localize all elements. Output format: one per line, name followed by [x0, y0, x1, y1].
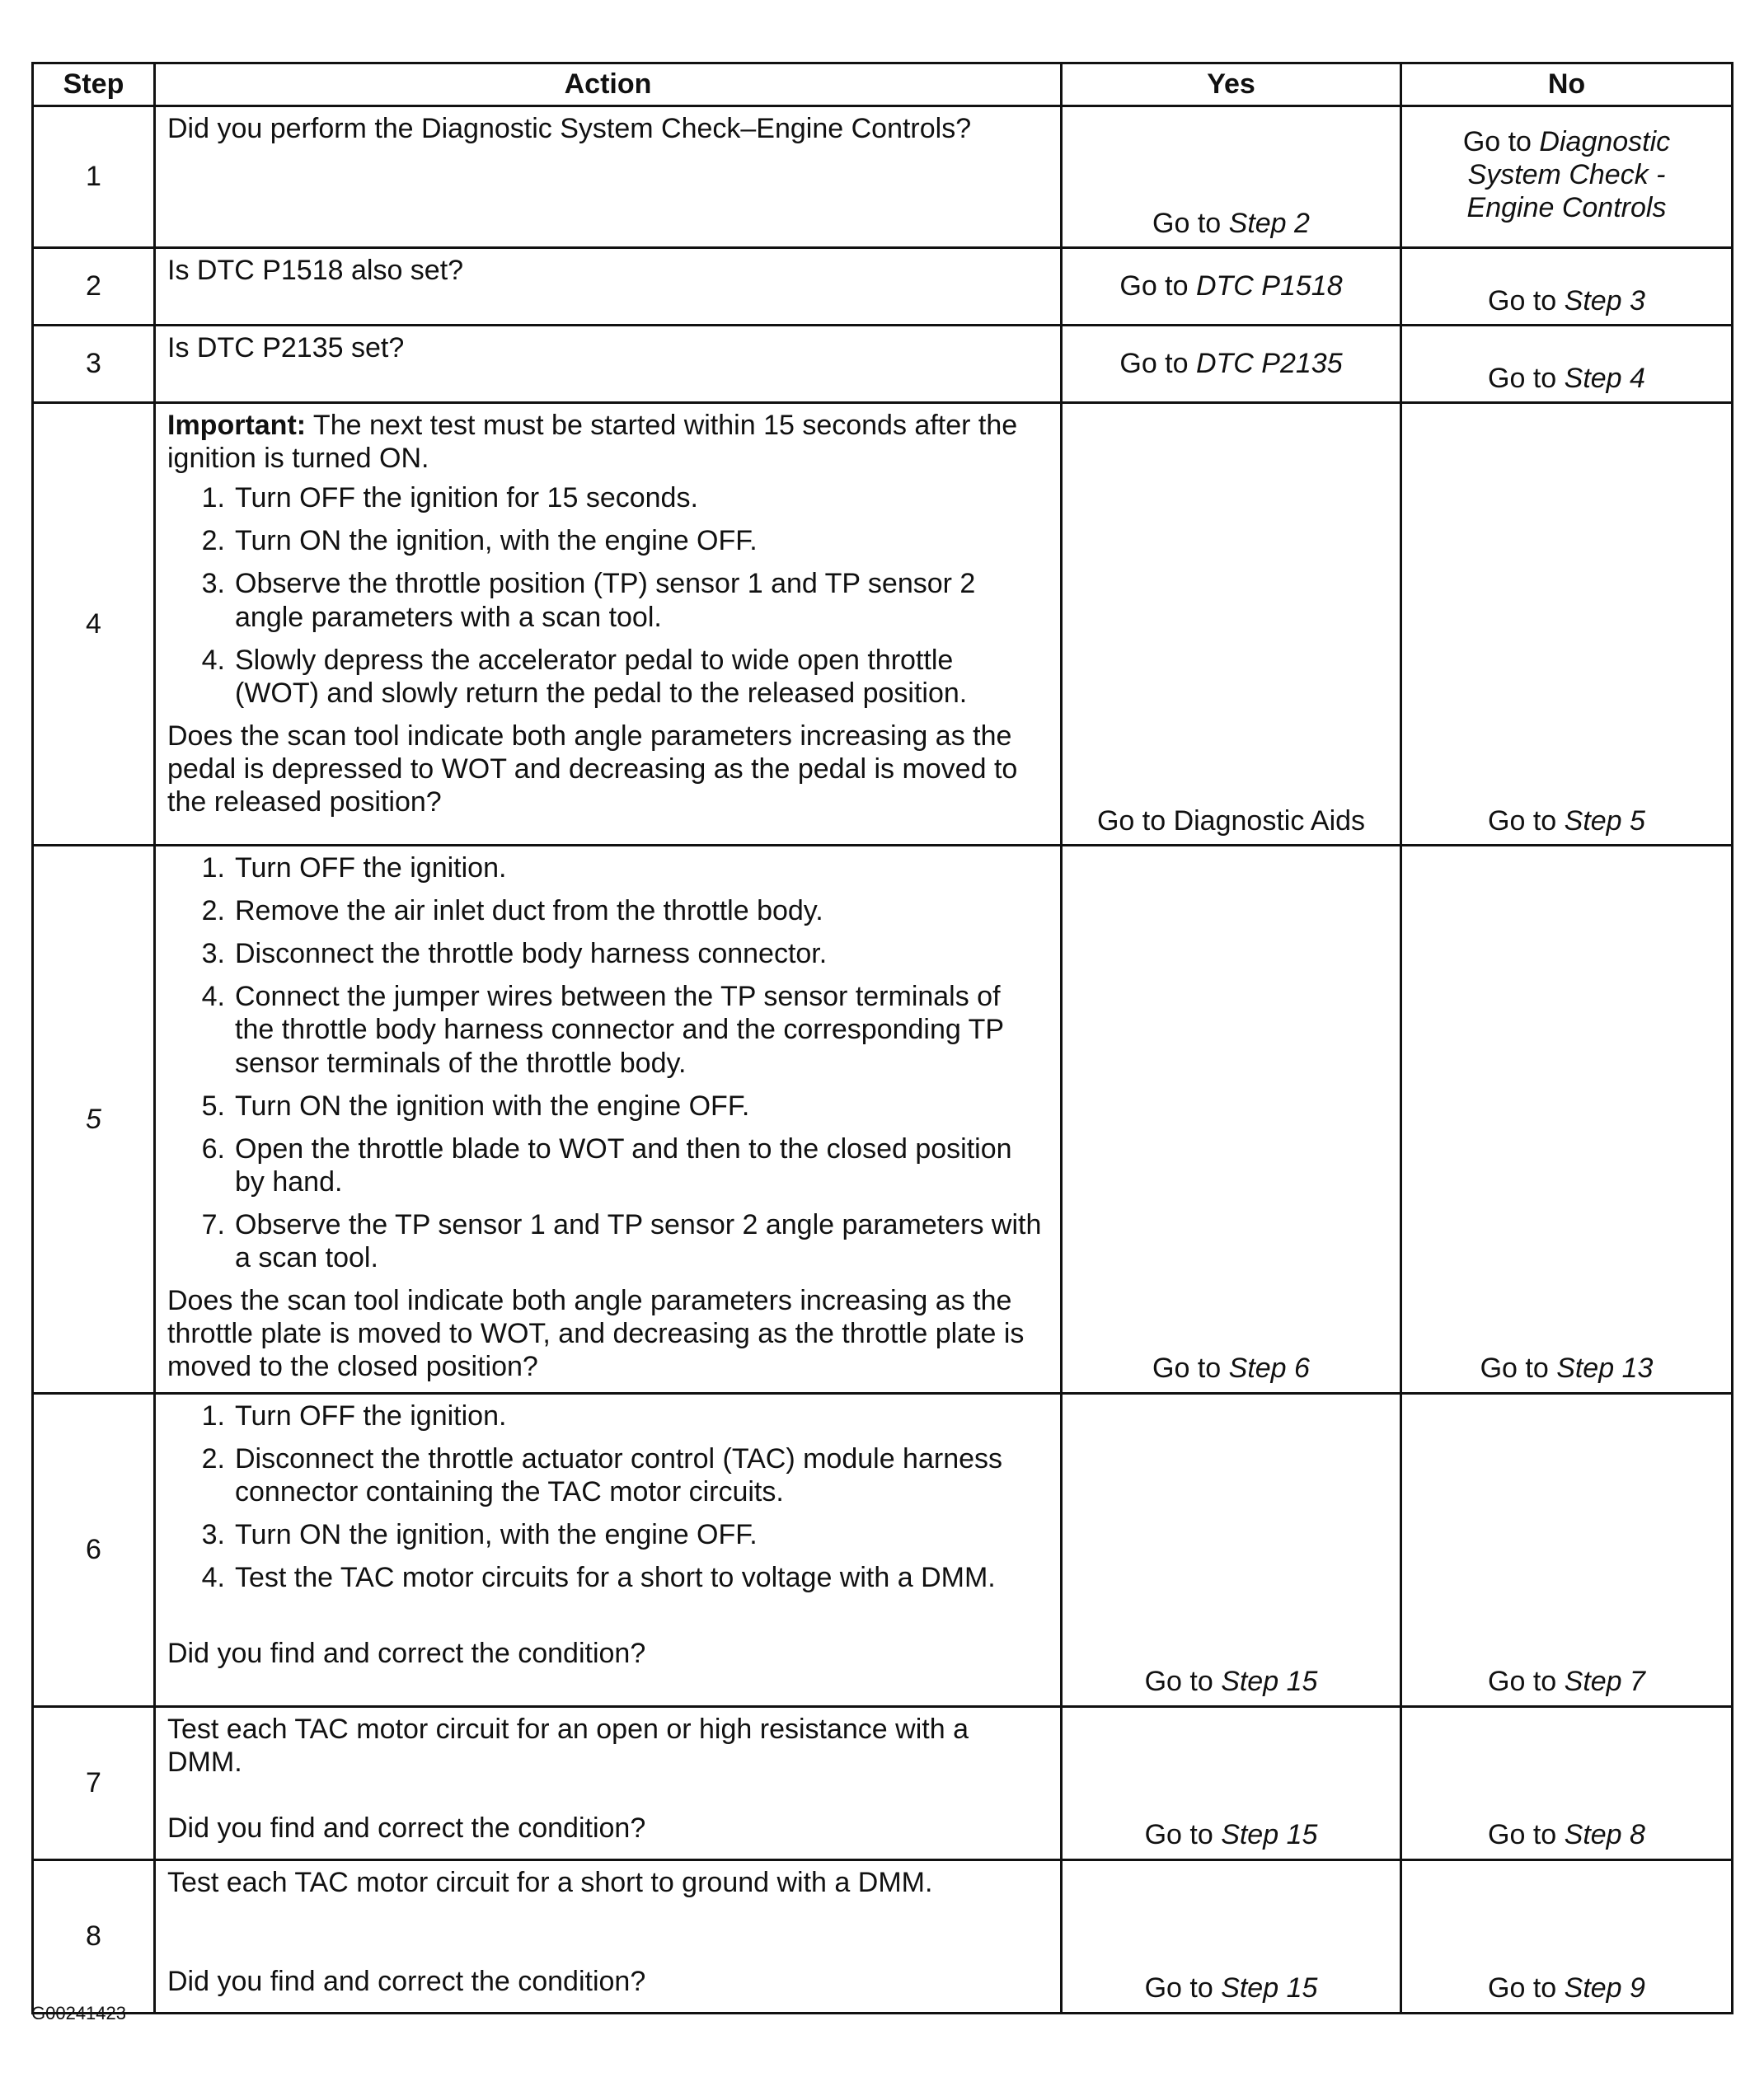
no-prefix: Go to — [1480, 1353, 1557, 1385]
no-link[interactable]: Diagnostic — [1539, 126, 1671, 157]
action-question: Is DTC P1518 also set? — [167, 255, 464, 286]
no-prefix: Go to — [1462, 126, 1540, 157]
action-instruction: Test each TAC motor circuit for a short to ground with a DMM. — [167, 1866, 933, 1898]
no-link-line-3[interactable]: Engine Controls — [1466, 192, 1667, 224]
list-item-text: Disconnect the throttle actuator control (TAC) module harness connector containing the TAC motor circuits. — [235, 1442, 1003, 1508]
yes-cell — [1062, 326, 1401, 403]
no-prefix: Go to — [1488, 804, 1565, 837]
list-item: 1. Turn OFF the ignition. — [167, 851, 1044, 884]
important-text: The next test must be started within 15 seconds after the ignition is turned ON. — [167, 410, 1018, 475]
list-item-text: Turn OFF the ignition for 15 seconds. — [235, 482, 698, 514]
no-link[interactable]: Step 4 — [1564, 362, 1645, 394]
yes-link[interactable]: Go to Diagnostic Aids — [1096, 804, 1366, 837]
yes-prefix: Go to — [1152, 1353, 1229, 1385]
list-item: 4. Test the TAC motor circuits for a short to voltage with a DMM. — [167, 1561, 1044, 1594]
action-question: Is DTC P2135 set? — [167, 332, 405, 363]
step-number: 1 — [33, 106, 155, 248]
no-prefix: Go to — [1488, 362, 1565, 394]
yes-prefix: Go to — [1144, 1819, 1222, 1851]
list-item-text: Observe the throttle position (TP) sensor 1 and TP sensor 2 angle parameters with a scan tool. — [235, 568, 976, 633]
list-item-text: Disconnect the throttle body harness connector. — [235, 938, 828, 970]
yes-link[interactable]: DTC P2135 — [1195, 348, 1343, 380]
action-instruction: Test each TAC motor circuit for an open or high resistance with a DMM. — [167, 1713, 969, 1778]
list-item-text: Turn ON the ignition with the engine OFF. — [235, 1090, 750, 1122]
no-prefix: Go to — [1488, 1972, 1565, 2005]
list-item: 3. Observe the throttle position (TP) sensor 1 and TP sensor 2 angle parameters with a scan tool. — [167, 567, 1044, 633]
no-cell — [1401, 1393, 1733, 1706]
action-cell — [155, 326, 1062, 403]
list-item: 2. Disconnect the throttle actuator control (TAC) module harness connector containing the TAC motor circuits. — [167, 1442, 1044, 1508]
list-item-text: Turn OFF the ignition. — [235, 1400, 507, 1432]
no-cell — [1401, 326, 1733, 403]
table-row — [33, 846, 1733, 1394]
step-number: 4 — [33, 403, 155, 846]
list-item-text: Open the throttle blade to WOT and then to the closed position by hand. — [235, 1132, 1012, 1198]
list-item: 1. Turn OFF the ignition for 15 seconds. — [167, 481, 1044, 514]
action-question: Did you perform the Diagnostic System Check–Engine Controls? — [167, 113, 972, 144]
yes-cell — [1062, 1859, 1401, 2013]
figure-code: G00241423 — [31, 2003, 126, 2023]
no-link[interactable]: Step 3 — [1564, 284, 1645, 317]
table-row — [33, 403, 1733, 846]
no-link[interactable]: Step 7 — [1564, 1666, 1645, 1698]
no-link[interactable]: Step 8 — [1564, 1819, 1645, 1851]
step-number: 8 — [33, 1859, 155, 2013]
step-number: 5 — [33, 846, 155, 1394]
list-item: 6. Open the throttle blade to WOT and then to the closed position by hand. — [167, 1132, 1044, 1198]
no-cell — [1401, 106, 1733, 248]
yes-prefix: Go to — [1119, 270, 1196, 302]
no-link-line-2[interactable]: System Check - — [1467, 159, 1666, 191]
list-item: 2. Turn ON the ignition, with the engine OFF. — [167, 524, 1044, 557]
action-cell — [155, 1706, 1062, 1859]
important-note — [167, 409, 1044, 475]
diagnostic-table — [31, 62, 1734, 2014]
list-item-text: Turn ON the ignition, with the engine OFF. — [235, 1518, 758, 1550]
yes-prefix: Go to — [1144, 1972, 1222, 2005]
list-item: 2. Remove the air inlet duct from the throttle body. — [167, 894, 1044, 927]
header-step: Step — [33, 63, 155, 106]
action-question: Does the scan tool indicate both angle parameters increasing as the pedal is depressed to WOT and decreasing as the pedal is moved to the released position? — [167, 720, 1018, 818]
yes-cell — [1062, 1393, 1401, 1706]
table-row — [33, 1706, 1733, 1859]
no-cell — [1401, 403, 1733, 846]
table-row — [33, 106, 1733, 248]
no-prefix: Go to — [1488, 1666, 1565, 1698]
action-cell — [155, 106, 1062, 248]
step-number: 7 — [33, 1706, 155, 1859]
header-action: Action — [155, 63, 1062, 106]
action-question: Does the scan tool indicate both angle parameters increasing as the throttle plate is moved to WOT, and decreasing as the throttle plate is moved to the closed position? — [167, 1285, 1025, 1383]
step-number: 3 — [33, 326, 155, 403]
yes-link[interactable]: Step 2 — [1228, 207, 1310, 239]
yes-link[interactable]: DTC P1518 — [1195, 270, 1343, 302]
no-cell — [1401, 1706, 1733, 1859]
step-number: 6 — [33, 1393, 155, 1706]
table-row — [33, 1859, 1733, 2013]
no-cell — [1401, 248, 1733, 326]
list-item-text: Turn OFF the ignition. — [235, 852, 507, 884]
list-item: 5. Turn ON the ignition with the engine OFF. — [167, 1090, 1044, 1123]
yes-cell — [1062, 846, 1401, 1394]
list-item-text: Turn ON the ignition, with the engine OFF. — [235, 525, 758, 557]
header-row — [33, 63, 1733, 106]
header-yes: Yes — [1062, 63, 1401, 106]
action-cell — [155, 846, 1062, 1394]
action-question: Did you find and correct the condition? — [167, 1638, 646, 1670]
list-item: 4. Connect the jumper wires between the TP sensor terminals of the throttle body harness connector and the corresponding TP sensor terminals of the throttle body. — [167, 980, 1044, 1079]
no-link[interactable]: Step 13 — [1556, 1353, 1654, 1385]
yes-link[interactable]: Step 15 — [1221, 1972, 1318, 2005]
list-item: 1. Turn OFF the ignition. — [167, 1400, 1044, 1433]
table-row — [33, 1393, 1733, 1706]
yes-cell — [1062, 248, 1401, 326]
step-list — [167, 851, 1044, 1274]
yes-prefix: Go to — [1144, 1666, 1222, 1698]
action-cell — [155, 1859, 1062, 2013]
list-item: 3. Turn ON the ignition, with the engine OFF. — [167, 1518, 1044, 1551]
no-cell — [1401, 1859, 1733, 2013]
yes-cell — [1062, 1706, 1401, 1859]
action-cell — [155, 403, 1062, 846]
important-label: Important: — [167, 410, 307, 441]
step-list — [167, 481, 1044, 710]
list-item-text: Connect the jumper wires between the TP sensor terminals of the throttle body harness connector and the corresponding TP sensor terminals of the throttle body. — [235, 981, 1004, 1079]
yes-link[interactable]: Step 15 — [1221, 1666, 1318, 1698]
step-list — [167, 1400, 1044, 1595]
yes-cell — [1062, 106, 1401, 248]
action-cell — [155, 1393, 1062, 1706]
step-number: 2 — [33, 248, 155, 326]
no-prefix: Go to — [1488, 284, 1565, 317]
no-link[interactable]: Step 9 — [1564, 1972, 1645, 2005]
header-no: No — [1401, 63, 1733, 106]
table-row — [33, 248, 1733, 326]
list-item-text: Remove the air inlet duct from the throttle body. — [235, 895, 823, 927]
list-item: 4. Slowly depress the accelerator pedal to wide open throttle (WOT) and slowly return the pedal to the released position. — [167, 644, 1044, 710]
list-item-text: Slowly depress the accelerator pedal to wide open throttle (WOT) and slowly return the pedal to the released position. — [235, 644, 968, 709]
yes-link[interactable]: Step 15 — [1221, 1819, 1318, 1851]
action-question: Did you find and correct the condition? — [167, 1812, 646, 1844]
list-item-text: Test the TAC motor circuits for a short to voltage with a DMM. — [235, 1561, 996, 1593]
yes-prefix: Go to — [1152, 207, 1229, 239]
yes-cell — [1062, 403, 1401, 846]
table-row — [33, 326, 1733, 403]
action-cell — [155, 248, 1062, 326]
no-cell — [1401, 846, 1733, 1394]
no-prefix: Go to — [1488, 1819, 1565, 1851]
action-question: Did you find and correct the condition? — [167, 1965, 646, 1997]
yes-link[interactable]: Step 6 — [1228, 1353, 1310, 1385]
list-item: 7. Observe the TP sensor 1 and TP sensor 2 angle parameters with a scan tool. — [167, 1208, 1044, 1274]
no-link[interactable]: Step 5 — [1564, 804, 1645, 837]
list-item-text: Observe the TP sensor 1 and TP sensor 2 angle parameters with a scan tool. — [235, 1208, 1042, 1274]
list-item: 3. Disconnect the throttle body harness connector. — [167, 937, 1044, 970]
yes-prefix: Go to — [1119, 348, 1196, 380]
